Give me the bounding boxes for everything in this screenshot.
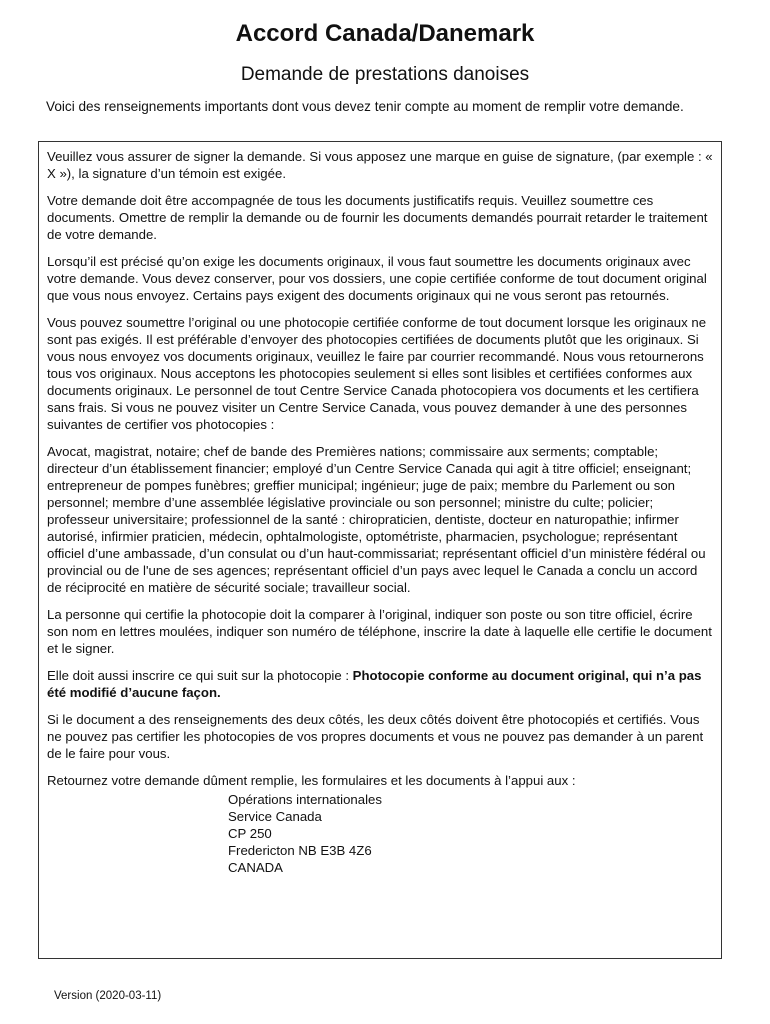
supporting-documents-paragraph: Votre demande doit être accompagnée de tous les documents justificatifs requis. Veuillez soumettre ces documents. Omettre de remplir la demande ou de fournir les documents demandés pourrait retarder le traitement de votre demande. — [47, 193, 708, 242]
certification-steps-paragraph: La personne qui certifie la photocopie doit la comparer à l’original, indiquer son poste ou son titre officiel, écrire son nom en lettres moulées, indiquer son numéro de téléphone, inscrire la date à laquelle elle certifie le document et le signer. — [47, 607, 712, 656]
document-subtitle: Demande de prestations danoises — [240, 64, 530, 85]
address-line-5: CANADA — [228, 860, 283, 875]
signature-paragraph: Veuillez vous assurer de signer la demande. Si vous apposez une marque en guise de signature, (par exemple : « X »), la signature d’un témoin est exigée. — [47, 149, 713, 181]
document-title: Accord Canada/Danemark — [235, 20, 535, 47]
certification-statement-lead: Elle doit aussi inscrire ce qui suit sur la photocopie : — [47, 668, 353, 683]
instructions-box — [38, 141, 722, 959]
version-label: Version (2020-03-11) — [54, 990, 162, 1002]
address-line-3: CP 250 — [228, 826, 272, 841]
certified-copies-paragraph: Vous pouvez soumettre l’original ou une photocopie certifiée conforme de tout document lorsque les originaux ne sont pas exigés. Il est préférable d’envoyer des photocopies certifiées de documents plutôt que les originaux. Si vous nous envoyez vos documents originaux, veuillez le faire par courrier recommandé. Nous vous retournerons tous vos originaux. Nous acceptons les photocopies seulement si elles sont lisibles et certifiées conformes aux documents originaux. Le personnel de tout Centre Service Canada photocopiera vos documents et les certifiera sans frais. Si vous ne pouvez visiter un Centre Service Canada, vous pouvez demander à une des personnes suivantes de certifier vos photocopies : — [47, 315, 707, 432]
certifiers-list-paragraph: Avocat, magistrat, notaire; chef de bande des Premières nations; commissaire aux serments; comptable; directeur d’un établissement financier; employé d’un Centre Service Canada qui agit à titre officiel; enseignant; entrepreneur de pompes funèbres; greffier municipal; ingénieur; juge de paix; membre du Parlement ou son personnel; membre d’une assemblée législative provinciale ou son personnel; ministre du culte; policier; professeur universitaire; professionnel de la santé : chiropraticien, dentiste, docteur en naturopathie; infirmer autorisé, infirmier praticien, médecin, ophtalmologiste, optométriste, pharmacien, psychologue; représentant officiel d’une ambassade, d’un consulat ou d’un haut-commissariat; représentant officiel d’un ministère fédéral ou provincial ou de l'une de ses agences; représentant officiel d’un pays avec lequel le Canada a conclu un accord de réciprocité en matière de sécurité sociale; travailleur social. — [47, 444, 706, 595]
certification-statement-paragraph — [47, 667, 713, 701]
intro-text: Voici des renseignements importants dont vous devez tenir compte au moment de remplir votre demande. — [46, 99, 684, 114]
original-documents-paragraph: Lorsqu’il est précisé qu’on exige les documents originaux, il vous faut soumettre les documents originaux avec votre demande. Vous devez conserver, pour vos dossiers, une copie certifiée conforme de tout document original que vous nous envoyez. Certains pays exigent des documents originaux qui ne vous seront pas retournés. — [47, 254, 707, 303]
certification-statement-bold: Photocopie conforme au document original, qui n’a pas été modifié d’aucune façon. — [47, 668, 702, 700]
address-line-4: Fredericton NB E3B 4Z6 — [228, 843, 372, 858]
double-sided-paragraph: Si le document a des renseignements des deux côtés, les deux côtés doivent être photocopiés et certifiés. Vous ne pouvez pas certifier les photocopies de vos propres documents et vous ne pouvez pas demander à un parent de le faire pour vous. — [47, 712, 704, 761]
return-instructions-paragraph: Retournez votre demande dûment remplie, les formulaires et les documents à l’appui aux : — [47, 773, 576, 788]
address-line-2: Service Canada — [228, 809, 322, 824]
address-line-1: Opérations internationales — [228, 792, 382, 807]
mailing-address — [228, 791, 713, 876]
